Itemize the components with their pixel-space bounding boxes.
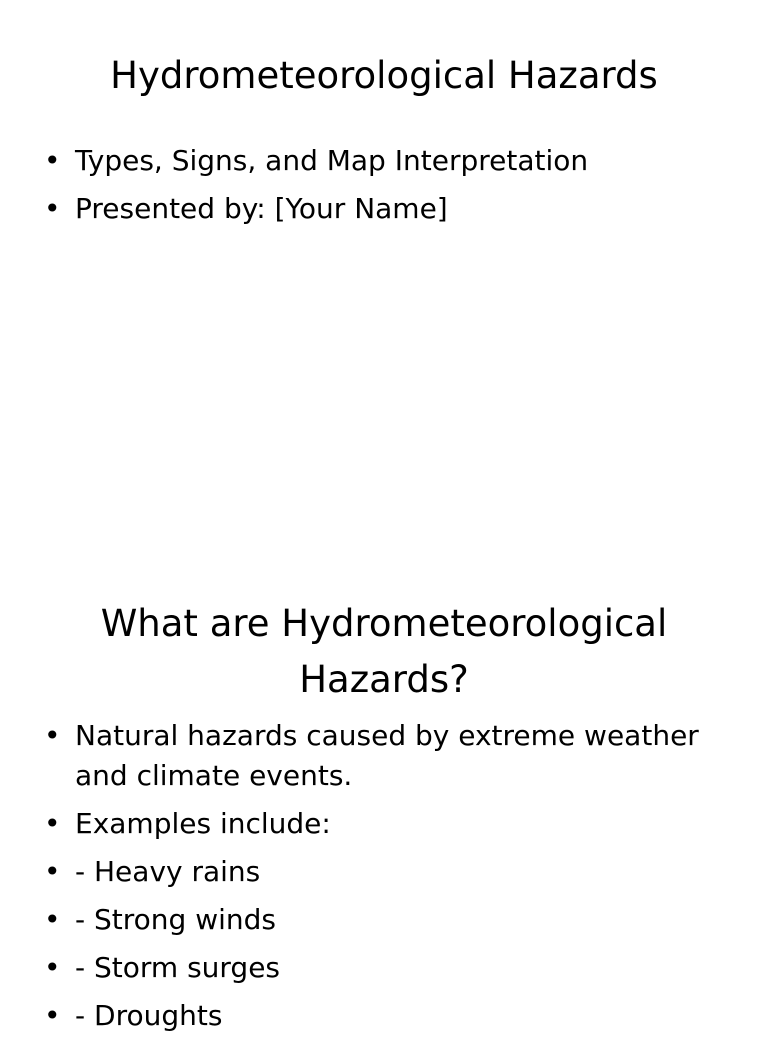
bullet-text: - Droughts xyxy=(75,999,223,1032)
bullet-item xyxy=(44,996,724,1036)
slide-definition xyxy=(0,576,768,1032)
bullet-dot-icon: • xyxy=(44,192,61,225)
bullet-dot-icon: • xyxy=(44,144,61,177)
slide-title: What are Hydrometeorological Hazards? xyxy=(100,602,668,701)
bullet-item xyxy=(44,852,724,892)
bullet-text: - Strong winds xyxy=(75,903,276,936)
bullet-text: Types, Signs, and Map Interpretation xyxy=(75,144,589,177)
bullet-item xyxy=(44,948,724,988)
bullet-item xyxy=(44,804,724,844)
bullet-item xyxy=(44,716,724,796)
bullet-text: Examples include: xyxy=(75,807,331,840)
bullet-item xyxy=(44,900,724,940)
bullet-text: Presented by: [Your Name] xyxy=(75,192,448,225)
bullet-dot-icon: • xyxy=(44,999,61,1032)
slide-title: Hydrometeorological Hazards xyxy=(110,54,658,97)
bullet-text: - Storm surges xyxy=(75,951,281,984)
bullet-item xyxy=(44,141,724,181)
bullet-list xyxy=(44,141,724,237)
bullet-list xyxy=(44,716,724,1044)
bullet-dot-icon: • xyxy=(44,807,61,840)
bullet-dot-icon: • xyxy=(44,855,61,888)
bullet-item xyxy=(44,189,724,229)
bullet-dot-icon: • xyxy=(44,719,61,752)
bullet-text: Natural hazards caused by extreme weather and climate events. xyxy=(75,719,699,792)
bullet-dot-icon: • xyxy=(44,903,61,936)
bullet-dot-icon: • xyxy=(44,951,61,984)
bullet-text: - Heavy rains xyxy=(75,855,261,888)
